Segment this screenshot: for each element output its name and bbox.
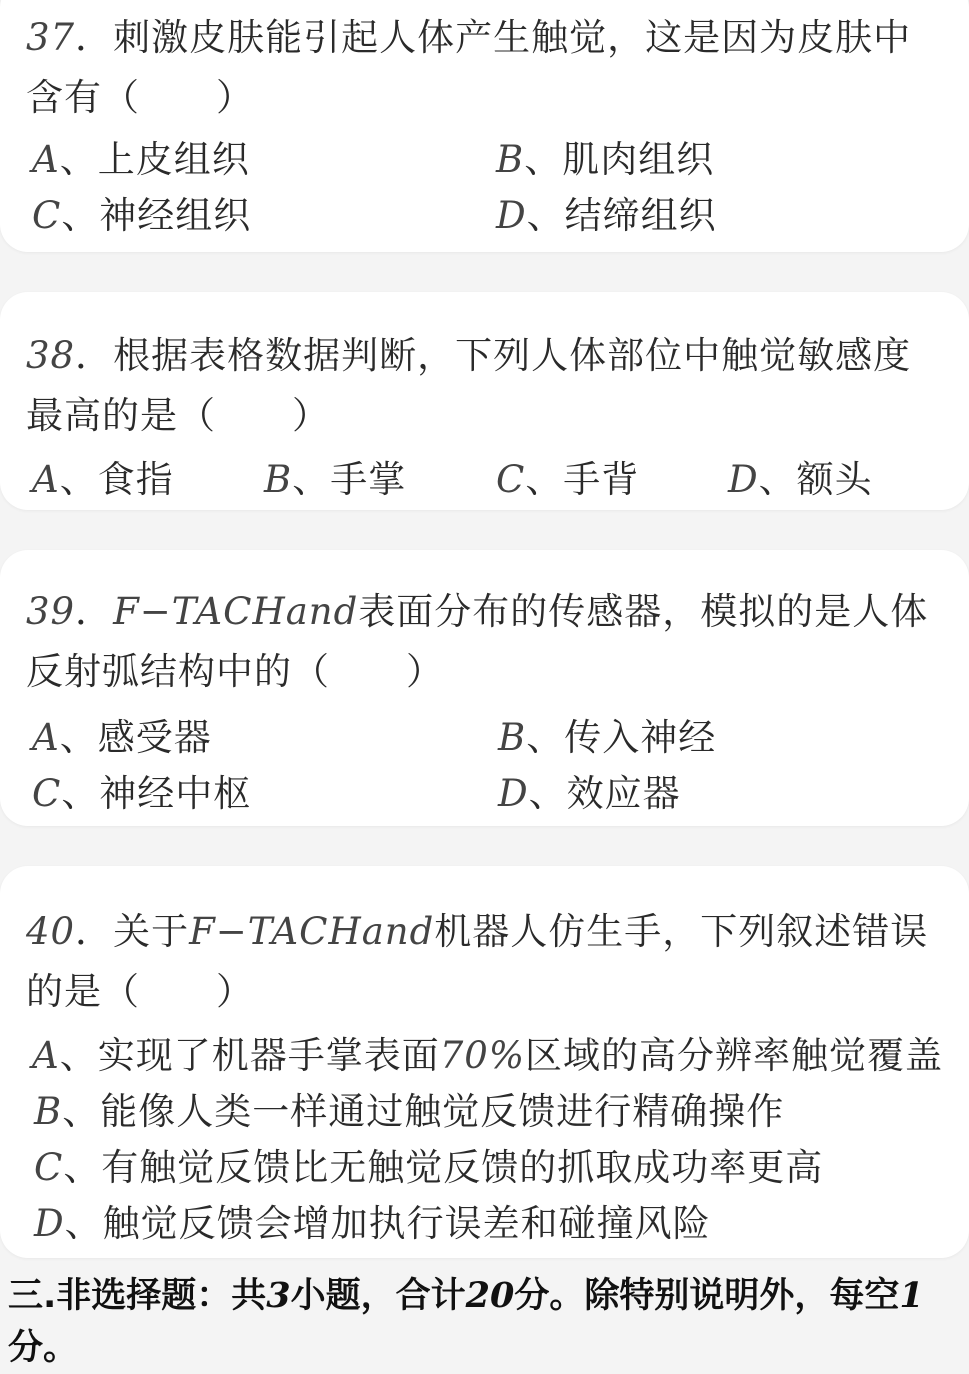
question-card-39 (0, 550, 969, 826)
question-number: 38 (26, 334, 76, 377)
option-b[interactable]: B、手掌 (264, 458, 407, 501)
section-heading: 三.非选择题：共3小题，合计20分。除特别说明外，每空1 分。 (8, 1275, 924, 1368)
option-b[interactable]: B、能像人类一样通过触觉反馈进行精确操作 (34, 1090, 785, 1133)
option-b[interactable]: B、肌肉组织 (496, 138, 715, 181)
product-name: F−TACHand (189, 910, 435, 953)
question-card-38 (0, 292, 969, 510)
option-a[interactable]: A、食指 (32, 458, 174, 501)
option-a[interactable]: A、感受器 (32, 716, 212, 759)
question-number: 39 (26, 590, 76, 633)
question-text: 表面分布的传感器，模拟的是人体反射弧结构中的（ ） (26, 590, 929, 693)
question-card-40 (0, 866, 969, 1258)
question-stem: 39．F−TACHand表面分布的传感器，模拟的是人体反射弧结构中的（ ） (26, 590, 929, 693)
option-d[interactable]: D、额头 (728, 458, 873, 501)
option-c[interactable]: C、有触觉反馈比无触觉反馈的抓取成功率更高 (34, 1146, 824, 1189)
option-c[interactable]: C、神经中枢 (32, 772, 252, 815)
question-text: ．刺激皮肤能引起人体产生触觉，这是因为皮肤中含有（ ） (26, 16, 912, 119)
option-a[interactable]: A、实现了机器手掌表面70%区域的高分辨率触觉覆盖 (32, 1034, 943, 1077)
product-name: F−TACHand (113, 590, 359, 633)
question-text: 机器人仿生手，下列叙述错误的是（ ） (26, 910, 929, 1013)
question-stem (26, 8, 943, 128)
question-card-37 (0, 0, 969, 252)
question-text: ．根据表格数据判断，下列人体部位中触觉敏感度最高的是（ ） (26, 334, 912, 437)
option-d[interactable]: D、效应器 (498, 772, 681, 815)
option-c[interactable]: C、手背 (496, 458, 640, 501)
option-a[interactable]: A、上皮组织 (32, 138, 250, 181)
question-number: 37 (26, 16, 76, 59)
option-b[interactable]: B、传入神经 (498, 716, 717, 759)
question-stem: 40．关于F−TACHand机器人仿生手，下列叙述错误的是（ ） (26, 910, 929, 1013)
question-stem (26, 326, 943, 446)
option-c[interactable]: C、神经组织 (32, 194, 252, 237)
option-d[interactable]: D、结缔组织 (496, 194, 717, 237)
option-d[interactable]: D、触觉反馈会增加执行误差和碰撞风险 (34, 1202, 711, 1245)
question-number: 40 (26, 910, 76, 953)
